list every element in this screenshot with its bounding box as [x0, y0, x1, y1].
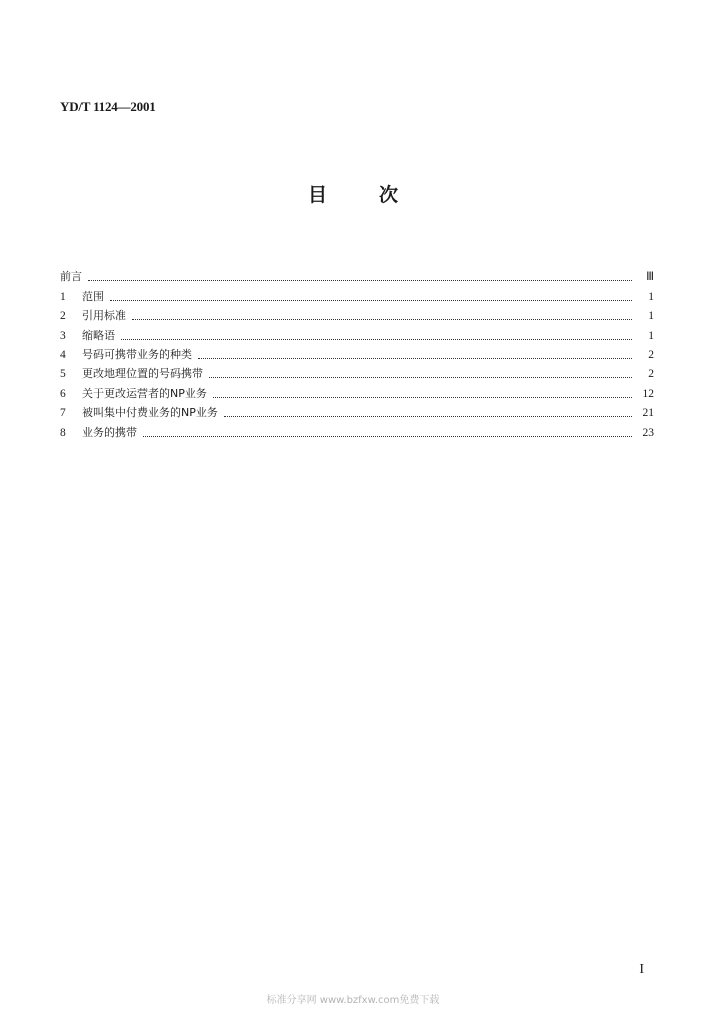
- toc-entry-number: 6: [60, 387, 66, 400]
- toc-entry-title: 号码可携带业务的种类: [82, 347, 192, 361]
- toc-entry[interactable]: [60, 401, 654, 420]
- toc-entry-title: 被叫集中付费业务的NP业务: [82, 406, 218, 420]
- toc-entry-number: 4: [60, 348, 66, 361]
- toc-heading-char-1: 目: [307, 184, 327, 206]
- toc-dot-leader: [121, 338, 632, 340]
- toc-dot-leader: [88, 279, 632, 281]
- watermark: 标准分享网 www.bzfxw.com免费下载: [266, 995, 440, 1006]
- toc-entry-number: 2: [60, 310, 66, 323]
- toc-entry-number: 8: [60, 426, 66, 439]
- toc-entry-page: 21: [642, 407, 654, 420]
- toc-entry-title: 前言: [60, 270, 82, 284]
- toc-heading: [0, 180, 706, 207]
- toc-entry-page: 12: [642, 387, 654, 400]
- toc-entry-title: 更改地理位置的号码携带: [82, 367, 203, 381]
- toc-heading-char-2: 次: [379, 184, 399, 206]
- toc-entry[interactable]: [60, 420, 654, 439]
- toc-entry[interactable]: [60, 362, 654, 381]
- toc-entry-title: 范围: [82, 289, 104, 303]
- toc-entry[interactable]: [60, 265, 654, 284]
- toc-entry-page: 1: [648, 329, 654, 342]
- toc-entry-number: 7: [60, 407, 66, 420]
- toc-entry[interactable]: [60, 343, 654, 362]
- toc-dot-leader: [224, 415, 632, 417]
- toc-entry-page: 2: [648, 368, 654, 381]
- toc-entry-title: 关于更改运营者的NP业务: [82, 386, 207, 400]
- toc-entry-title: 缩略语: [82, 328, 115, 342]
- toc-dot-leader: [209, 376, 632, 378]
- toc-entry-number: 5: [60, 368, 66, 381]
- toc-entry-page: 1: [648, 310, 654, 323]
- toc-dot-leader: [143, 435, 632, 437]
- toc-dot-leader: [110, 299, 632, 301]
- toc-entry-page: Ⅲ: [646, 271, 654, 284]
- toc-entry-title: 业务的携带: [82, 425, 137, 439]
- toc-entry[interactable]: [60, 381, 654, 400]
- page-folio: I: [639, 962, 644, 977]
- toc-entry[interactable]: [60, 323, 654, 342]
- toc-list: [60, 265, 654, 440]
- toc-entry-page: 2: [648, 348, 654, 361]
- toc-dot-leader: [198, 357, 632, 359]
- toc-entry-page: 23: [642, 426, 654, 439]
- toc-entry-number: 3: [60, 329, 66, 342]
- toc-entry[interactable]: [60, 284, 654, 303]
- toc-dot-leader: [213, 396, 632, 398]
- standard-code: YD/T 1124—2001: [60, 99, 156, 114]
- toc-entry-title: 引用标准: [82, 309, 126, 323]
- toc-dot-leader: [132, 318, 632, 320]
- toc-entry-page: 1: [648, 290, 654, 303]
- toc-entry[interactable]: [60, 304, 654, 323]
- toc-entry-number: 1: [60, 290, 66, 303]
